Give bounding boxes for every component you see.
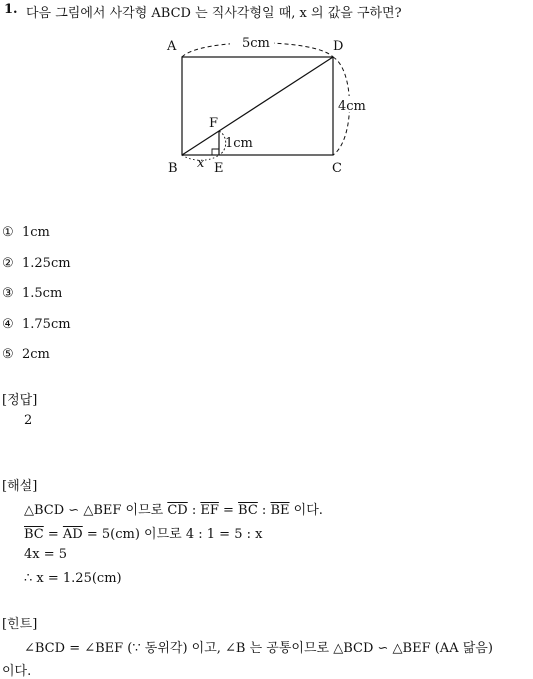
choice-2-mark: ② [2,256,14,271]
choice-2-text: 1.25cm [22,256,71,271]
label-top-length: 5cm [242,36,270,51]
label-a: A [167,39,177,54]
choice-3-mark: ③ [2,286,14,301]
answer-header: [정답] [2,393,38,408]
segment-cd: $\overline{CD}$ [167,503,188,518]
label-d: D [333,39,344,54]
choice-3-text: 1.5cm [22,286,63,301]
hint-header: [힌트] [2,617,38,632]
question-number: 1. [4,2,18,17]
explanation-line-3: 4x = 5 [24,547,68,562]
choice-3[interactable] [2,286,62,301]
label-b: B [168,161,178,176]
choice-1[interactable] [2,225,50,240]
rectangle-figure [0,0,533,200]
choice-2[interactable] [2,256,71,271]
label-e: E [214,161,224,176]
hint-line-2: 이다. [2,664,32,679]
hint-line-1: ∠BCD = ∠BEF (∵ 동위각) 이고, ∠B 는 공통이므로 △BCD ∽ △BEF (AA 닮음) [24,641,493,656]
segment-bc-2: $\overline{BC}$ [24,527,44,542]
choice-5[interactable] [2,347,50,362]
expl1-sep2: : [257,503,271,518]
choice-1-mark: ① [2,225,14,240]
expl1-tail: 이다. [289,503,323,518]
choice-4[interactable] [2,317,71,332]
explanation-line-4: ∴ x = 1.25(cm) [24,571,122,586]
question-text: 다음 그림에서 사각형 ABCD 는 직사각형일 때, x 의 값을 구하면? [26,6,402,21]
label-right-length: 4cm [338,99,366,114]
choice-5-text: 2cm [22,347,50,362]
label-ef-length: 1cm [225,136,253,151]
expl2-eq: = [43,527,63,542]
segment-ef-text: $\overline{EF}$ [200,503,219,518]
label-f: F [209,116,219,131]
segment-ad: $\overline{AD}$ [62,527,83,542]
label-x: x [197,156,205,171]
choice-4-text: 1.75cm [22,317,71,332]
segment-be: $\overline{BE}$ [270,503,290,518]
choice-1-text: 1cm [22,225,50,240]
expl1-sep1: : [187,503,201,518]
explanation-line-1 [24,499,323,518]
explanation-line-2 [24,523,262,542]
label-c: C [332,161,342,176]
expl1-text: △BCD ∽ △BEF 이므로 [24,503,168,518]
segment-bc: $\overline{BC}$ [238,503,258,518]
choice-4-mark: ④ [2,317,14,332]
explanation-header: [해설] [2,479,38,494]
expl2-tail: = 5(cm) 이므로 4 : 1 = 5 : x [82,527,263,542]
answer-value: 2 [24,413,33,428]
diagonal-bd [182,57,333,155]
choice-5-mark: ⑤ [2,347,14,362]
expl1-eq: = [218,503,239,518]
right-angle-mark [212,149,219,155]
